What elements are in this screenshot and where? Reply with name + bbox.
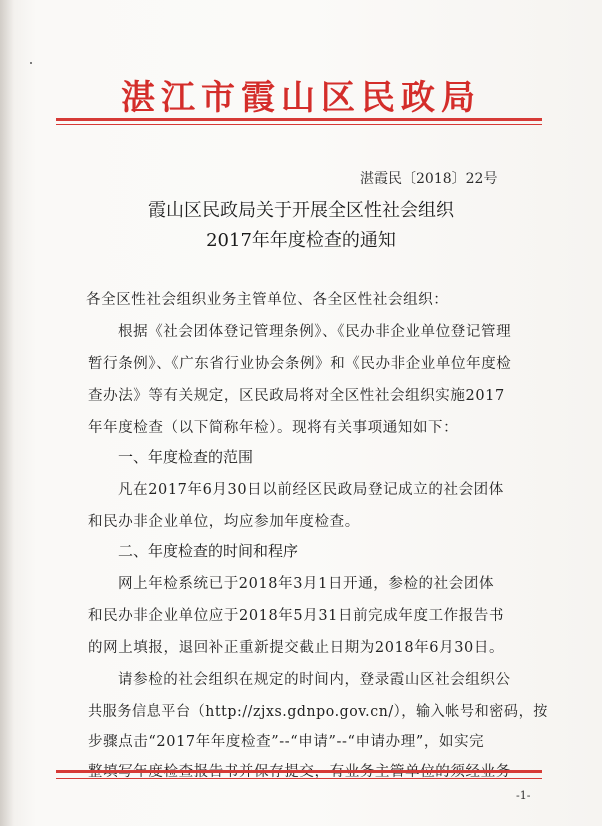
section-2-line: 的网上填报，退回补正重新提交截止日期为2018年6月30日。	[88, 640, 505, 656]
footer-red-rule-thin	[56, 778, 542, 779]
scan-speck	[30, 62, 32, 64]
intro-line: 查办法》等有关规定，区民政局将对全区性社会组织实施2017	[88, 388, 505, 404]
section-2-line: 网上年检系统已于2018年3月1日开通，参检的社会团体	[118, 576, 495, 592]
section-1-line: 和民办非企业单位，均应参加年度检查。	[88, 514, 360, 530]
issuer-header-title: 湛江市霞山区民政局	[121, 78, 481, 118]
section-2-line: 和民办非企业单位应于2018年5月31日前完成年度工作报告书	[88, 608, 505, 624]
header-red-rule-thick	[56, 118, 542, 121]
salutation: 各全区性社会组织业务主管单位、各全区性社会组织：	[86, 292, 449, 308]
intro-line: 年年度检查（以下简称年检）。现将有关事项通知如下：	[88, 420, 459, 436]
footer-red-rule-thick	[56, 770, 542, 773]
intro-line: 根据《社会团体登记管理条例》、《民办非企业单位登记管理	[118, 324, 512, 340]
notice-title-line-2: 2017年年度检查的通知	[206, 230, 396, 251]
section-1-line: 凡在2017年6月30日以前经区民政局登记成立的社会团体	[118, 482, 504, 498]
section-2-line: 请参检的社会组织在规定的时间内，登录霞山区社会组织公	[118, 672, 511, 688]
intro-line: 暂行条例》、《广东省行业协会条例》和《民办非企业单位年度检	[88, 356, 512, 372]
page-edge-shadow	[0, 0, 14, 826]
section-2-line: 步骤点击“2017年年度检查”--“申请”--“申请办理”，如实完	[88, 734, 485, 750]
section-1-heading: 一、年度检查的范围	[118, 448, 254, 466]
section-2-line: 共服务信息平台（http://zjxs.gdnpo.gov.cn/），输入帐号和密码，按	[88, 704, 548, 720]
page-number: -1-	[516, 789, 531, 802]
notice-title-line-1: 霞山区民政局关于开展全区性社会组织	[148, 200, 454, 221]
section-2-heading: 二、年度检查的时间和程序	[118, 542, 299, 560]
document-number: 湛霞民〔2018〕22号	[360, 171, 498, 187]
header-red-rule-thin	[56, 124, 542, 125]
